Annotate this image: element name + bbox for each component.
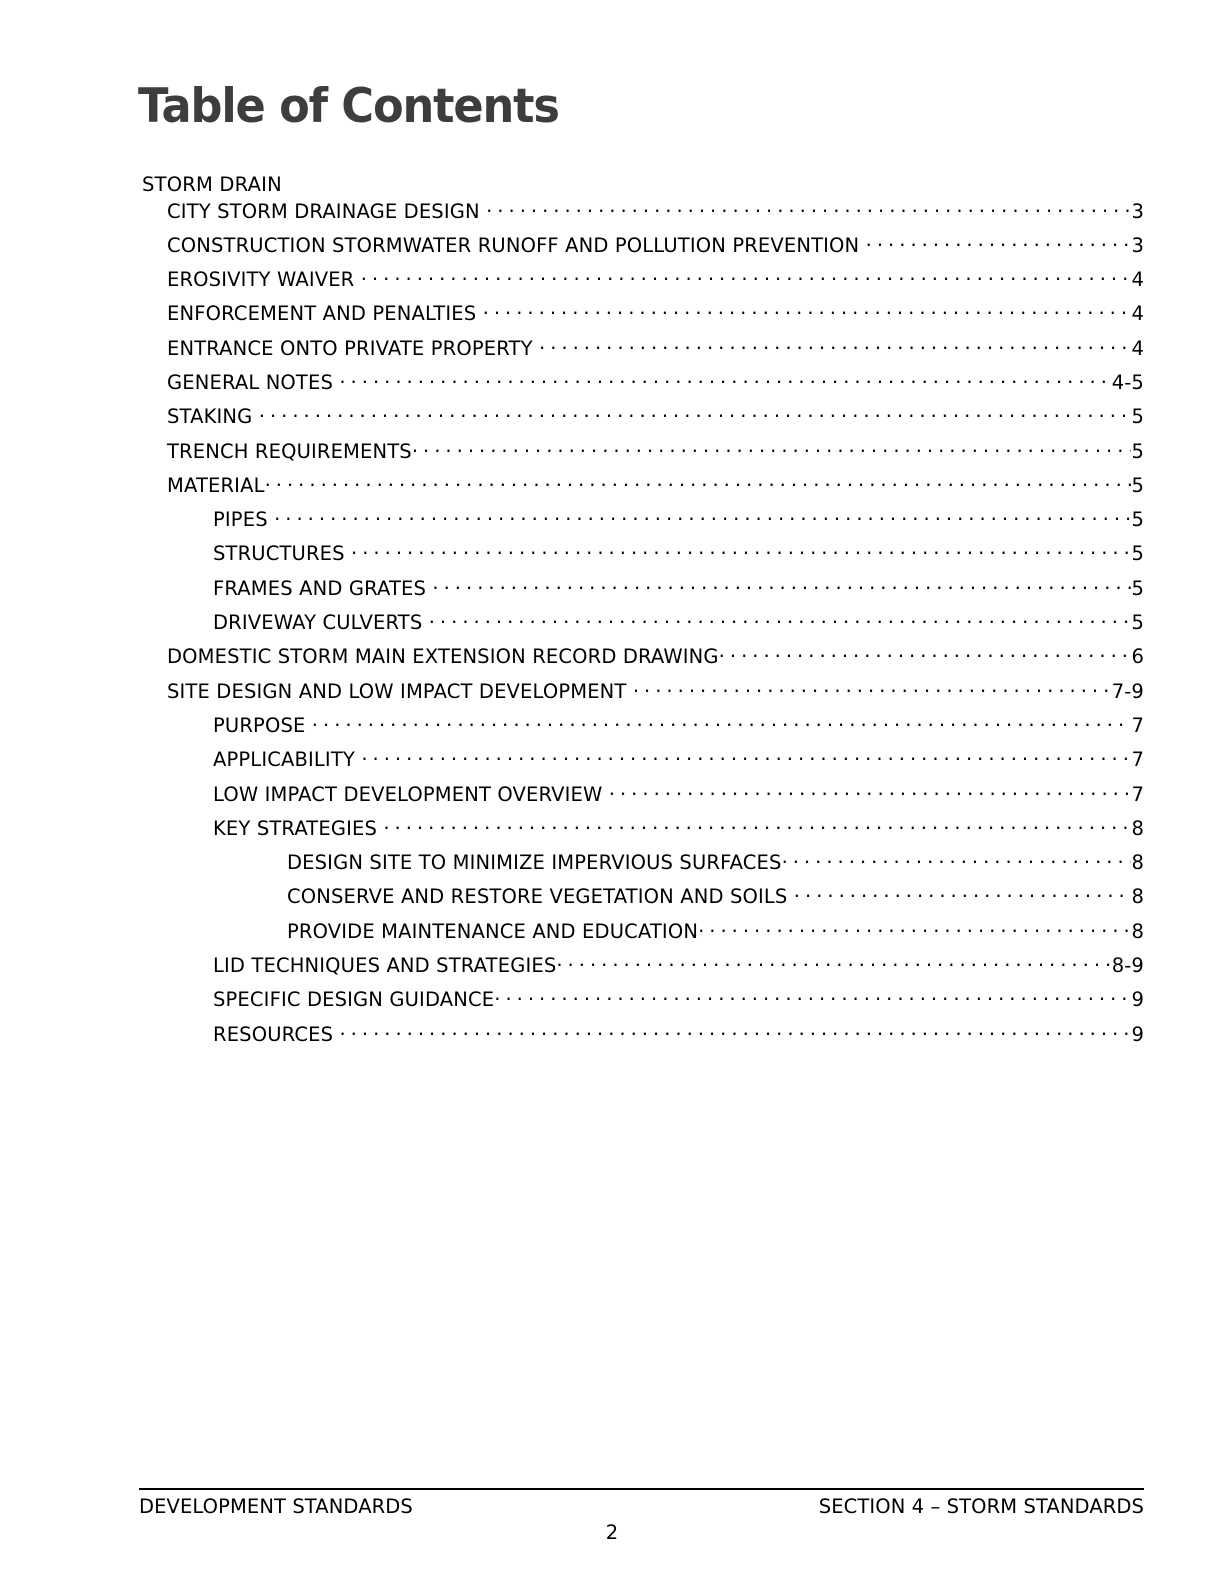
toc-entry-page-number: 5 xyxy=(1131,439,1144,463)
toc-entry-page-number: 6 xyxy=(1131,645,1144,669)
toc-entry[interactable] xyxy=(142,575,1144,609)
toc-leader-dots xyxy=(486,198,1131,218)
toc-leader-dots xyxy=(274,507,1131,527)
toc-entry-page-number: 7 xyxy=(1131,782,1144,806)
toc-leader-dots xyxy=(698,918,1131,938)
toc-entry-label: SITE DESIGN AND LOW IMPACT DEVELOPMENT xyxy=(167,679,627,703)
toc-entry-label: SPECIFIC DESIGN GUIDANCE xyxy=(213,988,495,1012)
toc-leader-dots xyxy=(383,815,1131,835)
toc-entry-label: LID TECHNIQUES AND STRATEGIES xyxy=(213,954,557,978)
toc-entry-page-number: 3 xyxy=(1131,199,1144,223)
toc-entry-page-number: 8 xyxy=(1131,816,1144,840)
page-footer xyxy=(139,1494,1144,1520)
toc-entry-page-number: 9 xyxy=(1131,988,1144,1012)
toc-leader-dots xyxy=(494,987,1131,1007)
toc-entry-page-number: 7 xyxy=(1131,713,1144,737)
toc-entry-page-number: 4 xyxy=(1131,302,1144,326)
toc-entry-label: EROSIVITY WAIVER xyxy=(167,268,355,292)
toc-leader-dots xyxy=(782,850,1132,870)
toc-leader-dots xyxy=(719,644,1132,664)
toc-entry[interactable] xyxy=(142,815,1144,849)
page-title: Table of Contents xyxy=(138,79,559,134)
toc-entry[interactable] xyxy=(142,747,1144,781)
toc-leader-dots xyxy=(412,438,1132,458)
toc-entry[interactable] xyxy=(142,884,1144,918)
toc-entry-label: STRUCTURES xyxy=(213,542,345,566)
toc-entry[interactable] xyxy=(142,953,1144,987)
footer-right-label: SECTION 4 – STORM STANDARDS xyxy=(818,1495,1144,1518)
toc-entry[interactable] xyxy=(142,301,1144,335)
toc-entry[interactable] xyxy=(142,1021,1144,1055)
toc-entry-label: PROVIDE MAINTENANCE AND EDUCATION xyxy=(287,919,699,943)
toc-entry-page-number: 5 xyxy=(1131,542,1144,566)
toc-leader-dots xyxy=(429,610,1132,630)
toc-entry-page-number: 5 xyxy=(1131,611,1144,635)
toc-entry-label: LOW IMPACT DEVELOPMENT OVERVIEW xyxy=(213,782,603,806)
toc-leader-dots xyxy=(794,884,1132,904)
toc-entry[interactable] xyxy=(142,232,1144,266)
toc-leader-dots xyxy=(609,781,1132,801)
toc-leader-dots xyxy=(556,953,1111,973)
toc-entry-label: ENTRANCE ONTO PRIVATE PROPERTY xyxy=(167,336,533,360)
toc-entry-label: FRAMES AND GRATES xyxy=(213,576,427,600)
footer-divider xyxy=(139,1488,1144,1490)
toc-entry[interactable] xyxy=(142,404,1144,438)
toc-entry[interactable] xyxy=(142,987,1144,1021)
toc-entry-page-number: 8-9 xyxy=(1111,954,1144,978)
toc-entry-label: PIPES xyxy=(213,508,268,532)
toc-entry-page-number: 5 xyxy=(1131,508,1144,532)
toc-entry-page-number: 7-9 xyxy=(1111,679,1144,703)
toc-entry-label: DESIGN SITE TO MINIMIZE IMPERVIOUS SURFACES xyxy=(287,851,782,875)
toc-entry[interactable] xyxy=(142,267,1144,301)
toc-leader-dots xyxy=(361,267,1132,287)
toc-entry[interactable] xyxy=(142,507,1144,541)
toc-section-header: STORM DRAIN xyxy=(142,173,282,196)
toc-leader-dots xyxy=(265,472,1132,492)
toc-entry-page-number: 4-5 xyxy=(1111,370,1144,394)
toc-entry-page-number: 4 xyxy=(1131,336,1144,360)
toc-entry-label: MATERIAL xyxy=(167,473,265,497)
toc-entry-label: TRENCH REQUIREMENTS xyxy=(167,439,412,463)
toc-entry-label: PURPOSE xyxy=(213,713,306,737)
toc-leader-dots xyxy=(259,404,1132,424)
toc-entry[interactable] xyxy=(142,781,1144,815)
toc-entry-label: CONSTRUCTION STORMWATER RUNOFF AND POLLUTION PREVENTION xyxy=(167,233,860,257)
toc-leader-dots xyxy=(483,301,1132,321)
toc-leader-dots xyxy=(361,747,1131,767)
toc-entry-list xyxy=(142,198,1144,1055)
toc-entry-page-number: 8 xyxy=(1131,919,1144,943)
toc-entry-label: APPLICABILITY xyxy=(213,748,355,772)
toc-entry-label: CITY STORM DRAINAGE DESIGN xyxy=(167,199,480,223)
toc-entry[interactable] xyxy=(142,198,1144,232)
table-of-contents xyxy=(142,172,1144,1055)
toc-leader-dots xyxy=(351,541,1131,561)
toc-entry-label: CONSERVE AND RESTORE VEGETATION AND SOILS xyxy=(287,885,788,909)
footer-left-label: DEVELOPMENT STANDARDS xyxy=(139,1495,413,1518)
footer-page-number: 2 xyxy=(605,1521,619,1544)
toc-entry-page-number: 5 xyxy=(1131,576,1144,600)
toc-leader-dots xyxy=(312,712,1132,732)
toc-entry-page-number: 5 xyxy=(1131,473,1144,497)
toc-entry[interactable] xyxy=(142,472,1144,506)
toc-leader-dots xyxy=(339,369,1111,389)
toc-entry-label: STAKING xyxy=(167,405,253,429)
toc-entry-page-number: 9 xyxy=(1131,1022,1144,1046)
toc-entry-label: ENFORCEMENT AND PENALTIES xyxy=(167,302,477,326)
toc-entry-page-number: 4 xyxy=(1131,268,1144,292)
toc-entry-label: DOMESTIC STORM MAIN EXTENSION RECORD DRAWING xyxy=(167,645,719,669)
toc-entry-label: RESOURCES xyxy=(213,1022,334,1046)
toc-entry-label: DRIVEWAY CULVERTS xyxy=(213,611,423,635)
toc-leader-dots xyxy=(339,1021,1131,1041)
toc-entry[interactable] xyxy=(142,712,1144,746)
toc-entry[interactable] xyxy=(142,369,1144,403)
toc-leader-dots xyxy=(866,232,1132,252)
toc-entry-label: KEY STRATEGIES xyxy=(213,816,377,840)
toc-entry[interactable] xyxy=(142,918,1144,952)
toc-entry[interactable] xyxy=(142,438,1144,472)
toc-entry-page-number: 3 xyxy=(1131,233,1144,257)
toc-entry-page-number: 5 xyxy=(1131,405,1144,429)
toc-leader-dots xyxy=(432,575,1131,595)
toc-leader-dots xyxy=(633,678,1112,698)
toc-entry[interactable] xyxy=(142,335,1144,369)
toc-entry-label: GENERAL NOTES xyxy=(167,370,333,394)
toc-leader-dots xyxy=(539,335,1131,355)
toc-entry[interactable] xyxy=(142,541,1144,575)
toc-entry-page-number: 8 xyxy=(1131,851,1144,875)
toc-entry[interactable] xyxy=(142,850,1144,884)
toc-entry[interactable] xyxy=(142,644,1144,678)
toc-entry[interactable] xyxy=(142,610,1144,644)
toc-entry[interactable] xyxy=(142,678,1144,712)
toc-entry-page-number: 7 xyxy=(1131,748,1144,772)
toc-entry-page-number: 8 xyxy=(1131,885,1144,909)
